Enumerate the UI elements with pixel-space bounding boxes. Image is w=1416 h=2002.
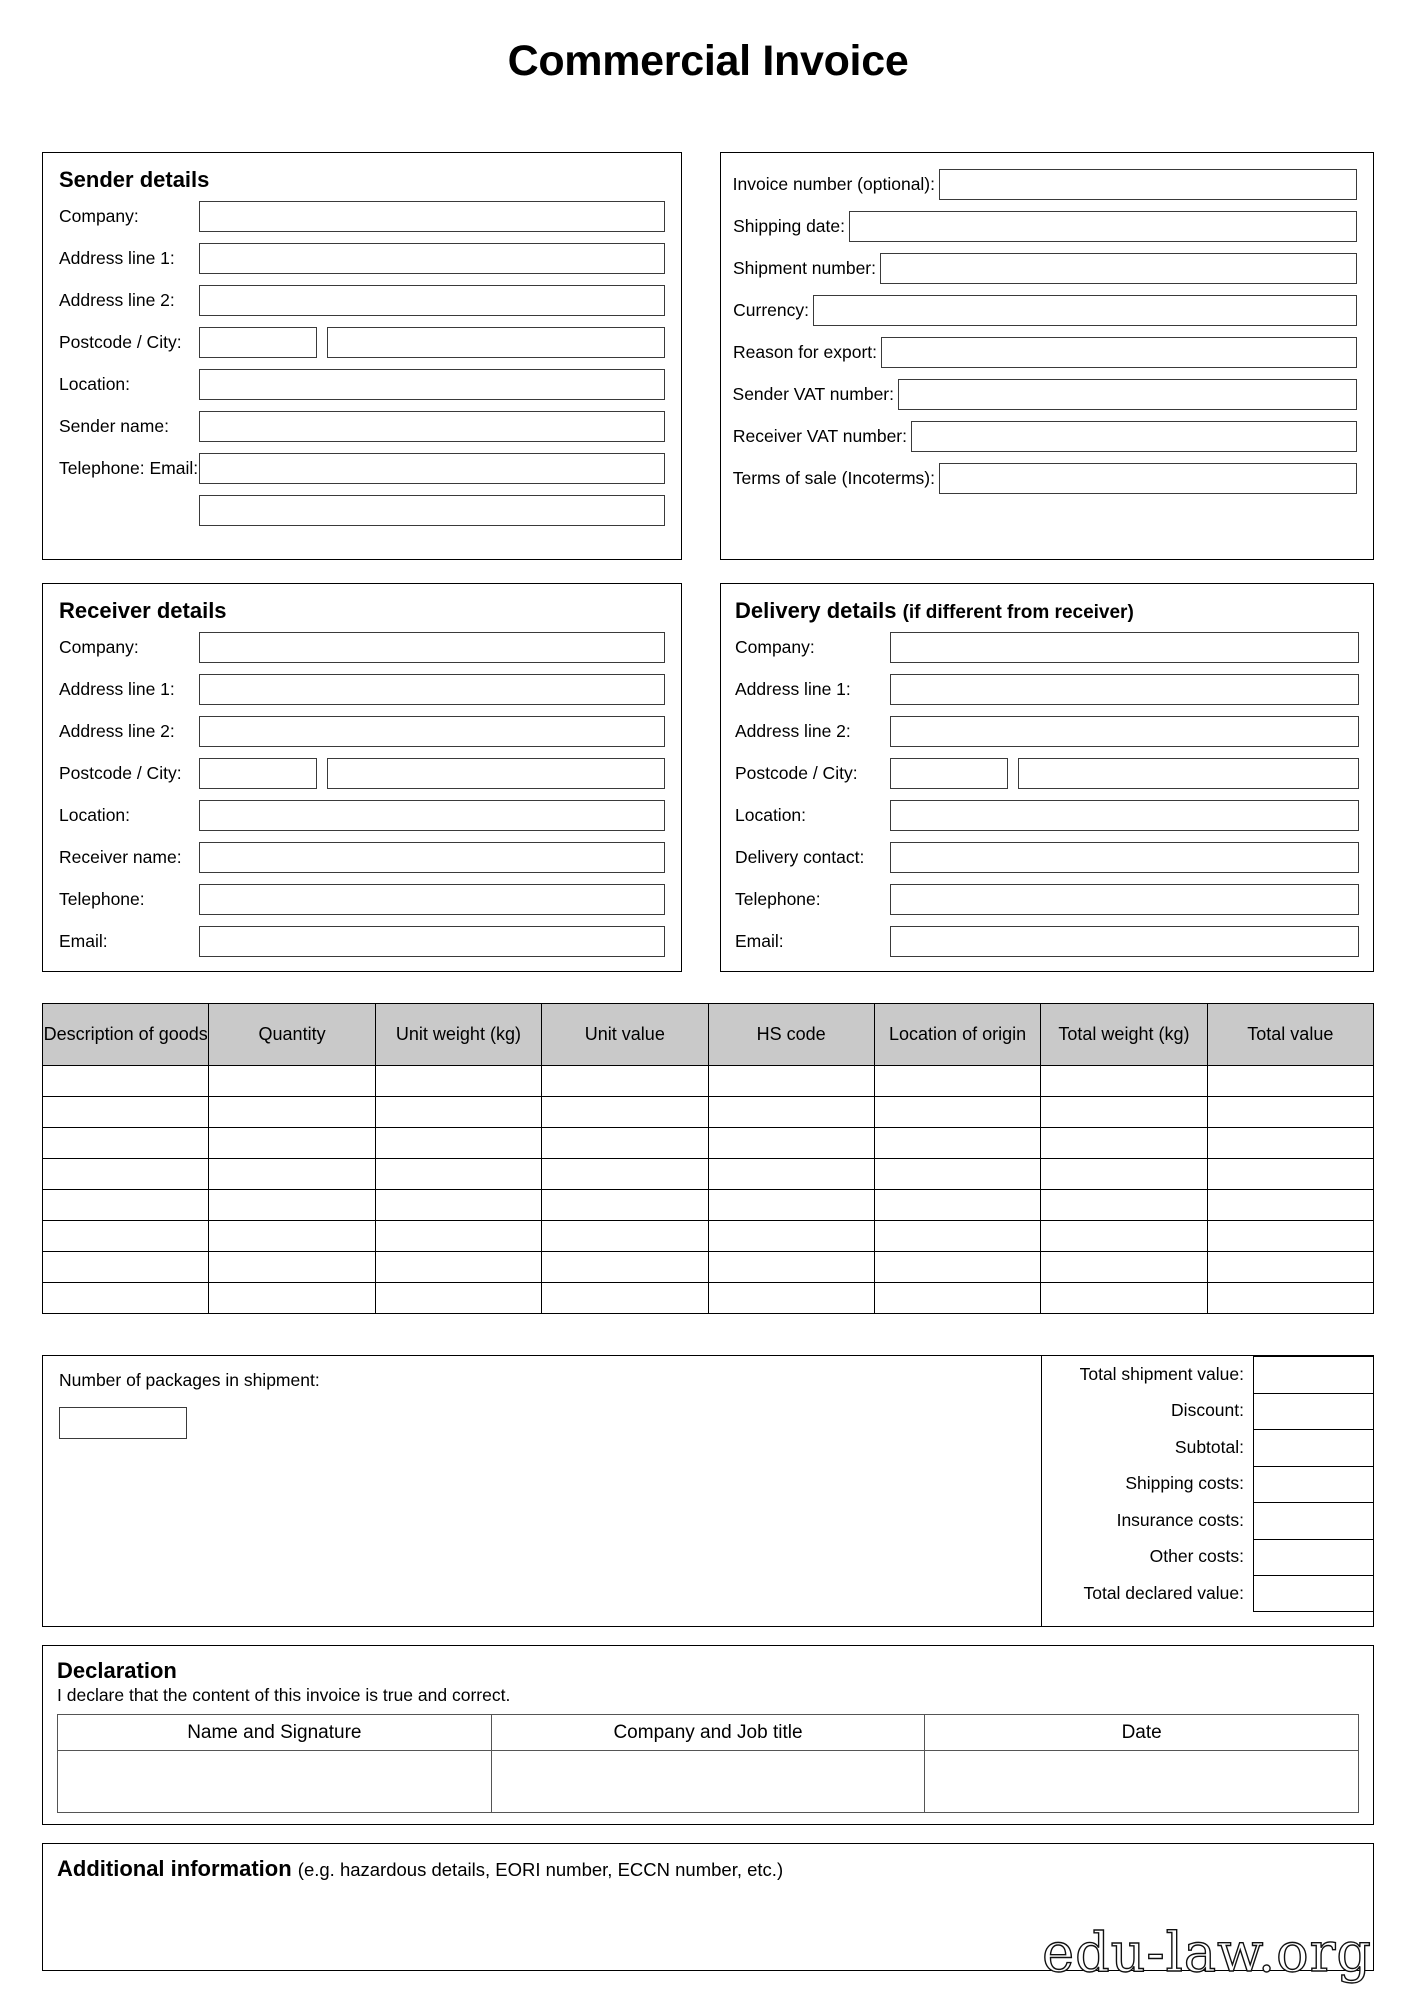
- totals-label: Discount:: [1171, 1400, 1244, 1421]
- delivery-field-input[interactable]: [890, 716, 1359, 747]
- signature-table-head: [58, 1715, 1359, 1751]
- delivery-field-input[interactable]: [890, 926, 1359, 957]
- goods-table-cell[interactable]: [1041, 1066, 1207, 1097]
- goods-table-cell[interactable]: [43, 1097, 209, 1128]
- sender-field-label: Postcode / City:: [59, 331, 182, 352]
- sender-field-input[interactable]: [199, 453, 665, 484]
- goods-table-cell[interactable]: [375, 1159, 541, 1190]
- totals-input[interactable]: [1253, 1539, 1373, 1576]
- goods-table-cell[interactable]: [874, 1221, 1040, 1252]
- sender-field-label: Address line 2:: [59, 289, 175, 310]
- sender-field-row: [59, 493, 665, 527]
- totals-label: Total shipment value:: [1079, 1363, 1244, 1384]
- goods-table-cell[interactable]: [209, 1221, 375, 1252]
- invoice-meta-row: [733, 209, 1357, 243]
- sender-field-label: Address line 1:: [59, 247, 175, 268]
- delivery-field-input[interactable]: [890, 842, 1359, 873]
- totals-row: [1042, 1466, 1373, 1503]
- goods-table-cell[interactable]: [1041, 1128, 1207, 1159]
- packages-input[interactable]: [59, 1407, 187, 1439]
- goods-column-header: Location of origin: [874, 1004, 1040, 1066]
- receiver-field-city-input[interactable]: [327, 758, 665, 789]
- goods-table-cell[interactable]: [542, 1128, 708, 1159]
- sender-field-input[interactable]: [199, 201, 665, 232]
- sender-details-heading: Sender details: [59, 167, 210, 192]
- goods-table-row: [43, 1221, 1374, 1252]
- signature-column-header: Name and Signature: [58, 1715, 492, 1751]
- goods-table-cell[interactable]: [375, 1097, 541, 1128]
- goods-table-cell[interactable]: [542, 1190, 708, 1221]
- totals-input[interactable]: [1253, 1466, 1373, 1503]
- goods-table-cell[interactable]: [209, 1128, 375, 1159]
- goods-table-cell[interactable]: [375, 1190, 541, 1221]
- signature-cell[interactable]: [925, 1751, 1359, 1813]
- receiver-field-row: [59, 798, 665, 832]
- receiver-field-input[interactable]: [199, 674, 665, 705]
- totals-input[interactable]: [1253, 1356, 1373, 1393]
- totals-row: [1042, 1575, 1373, 1612]
- receiver-details-heading: Receiver details: [59, 598, 227, 623]
- signature-table-body: [58, 1751, 1359, 1813]
- goods-table-cell[interactable]: [708, 1159, 874, 1190]
- goods-table-cell[interactable]: [1207, 1066, 1373, 1097]
- totals-label: Subtotal:: [1174, 1436, 1244, 1457]
- invoice-meta-row: [733, 461, 1357, 495]
- receiver-field-label: Address line 2:: [59, 720, 175, 741]
- invoice-meta-row: [733, 251, 1357, 285]
- invoice-meta-input[interactable]: [880, 253, 1357, 284]
- goods-table-cell[interactable]: [874, 1283, 1040, 1314]
- totals-label: Total declared value:: [1083, 1582, 1244, 1603]
- top-section: [42, 152, 1374, 572]
- receiver-field-label: Company:: [59, 636, 139, 657]
- goods-table-cell[interactable]: [874, 1159, 1040, 1190]
- signature-header-row: [58, 1715, 1359, 1751]
- declaration-heading: Declaration: [57, 1658, 177, 1683]
- sender-field-row: [59, 241, 665, 275]
- goods-table-cell[interactable]: [1041, 1190, 1207, 1221]
- goods-table-cell[interactable]: [209, 1066, 375, 1097]
- goods-column-header: Total value: [1207, 1004, 1373, 1066]
- goods-table-cell[interactable]: [209, 1097, 375, 1128]
- site-watermark: edu-law.org: [1042, 1921, 1372, 1984]
- goods-column-header: Unit weight (kg): [375, 1004, 541, 1066]
- additional-information-heading: [57, 1856, 1359, 1882]
- delivery-field-label: Address line 2:: [735, 721, 851, 742]
- invoice-meta-input[interactable]: [898, 379, 1357, 410]
- receiver-field-row: [59, 840, 665, 874]
- goods-table-row: [43, 1128, 1374, 1159]
- goods-table-cell[interactable]: [43, 1190, 209, 1221]
- goods-table-cell[interactable]: [874, 1128, 1040, 1159]
- delivery-fields: [735, 631, 1359, 959]
- delivery-field-label: Delivery contact:: [735, 847, 865, 868]
- sender-field-input[interactable]: [199, 411, 665, 442]
- signature-cell[interactable]: [58, 1751, 492, 1813]
- goods-table-row: [43, 1066, 1374, 1097]
- receiver-field-row: [59, 672, 665, 706]
- goods-table-cell[interactable]: [209, 1252, 375, 1283]
- goods-column-header: Quantity: [209, 1004, 375, 1066]
- sender-field-row: [59, 199, 665, 233]
- invoice-meta-panel: [720, 152, 1374, 560]
- receiver-details-panel: [42, 583, 682, 972]
- sender-field-label: Sender name:: [59, 415, 169, 436]
- invoice-meta-input[interactable]: [939, 463, 1357, 494]
- goods-table-cell[interactable]: [375, 1066, 541, 1097]
- delivery-field-city-input[interactable]: [1018, 758, 1359, 789]
- summary-section: [42, 1355, 1374, 1633]
- receiver-field-label: Location:: [59, 804, 131, 825]
- goods-table-cell[interactable]: [43, 1128, 209, 1159]
- invoice-meta-input[interactable]: [911, 421, 1357, 452]
- declaration-statement: I declare that the content of this invoice is true and correct.: [57, 1685, 511, 1706]
- sender-field-city-input[interactable]: [327, 327, 665, 358]
- totals-row: [1042, 1393, 1373, 1430]
- delivery-heading-main: Delivery details: [735, 598, 897, 623]
- delivery-field-row: [735, 799, 1359, 833]
- goods-table-cell[interactable]: [708, 1221, 874, 1252]
- goods-column-header: Unit value: [542, 1004, 708, 1066]
- additional-information-title: Additional information: [57, 1856, 292, 1881]
- delivery-field-postcode-input[interactable]: [890, 758, 1008, 789]
- totals-input[interactable]: [1253, 1502, 1373, 1539]
- signature-column-header: Date: [925, 1715, 1359, 1751]
- invoice-meta-input[interactable]: [849, 211, 1357, 242]
- additional-information-note: (e.g. hazardous details, EORI number, ECCN number, etc.): [297, 1859, 784, 1880]
- goods-header-row: [43, 1004, 1374, 1066]
- delivery-field-label: Postcode / City:: [735, 763, 858, 784]
- receiver-field-row: [59, 630, 665, 664]
- goods-table-cell[interactable]: [874, 1066, 1040, 1097]
- signature-column-header: Company and Job title: [491, 1715, 925, 1751]
- receiver-field-input[interactable]: [199, 800, 665, 831]
- totals-row: [1042, 1356, 1373, 1393]
- totals-row: [1042, 1429, 1373, 1466]
- sender-field-input[interactable]: [199, 369, 665, 400]
- delivery-field-label: Address line 1:: [735, 679, 851, 700]
- receiver-field-label: Address line 1:: [59, 678, 175, 699]
- receiver-field-row: [59, 756, 665, 790]
- receiver-field-row: [59, 714, 665, 748]
- delivery-field-label: Company:: [735, 637, 815, 658]
- goods-table-cell[interactable]: [43, 1066, 209, 1097]
- goods-table-cell[interactable]: [874, 1190, 1040, 1221]
- sender-field-input[interactable]: [199, 285, 665, 316]
- delivery-field-row: [735, 925, 1359, 959]
- goods-table-cell[interactable]: [375, 1283, 541, 1314]
- totals-label: Shipping costs:: [1125, 1473, 1244, 1494]
- goods-table-cell[interactable]: [1041, 1283, 1207, 1314]
- goods-table-cell[interactable]: [542, 1159, 708, 1190]
- invoice-meta-label: Shipping date:: [733, 215, 845, 236]
- receiver-field-input[interactable]: [199, 842, 665, 873]
- invoice-meta-label: Terms of sale (Incoterms):: [732, 467, 935, 488]
- goods-table-cell[interactable]: [1207, 1159, 1373, 1190]
- invoice-meta-label: Sender VAT number:: [732, 383, 894, 404]
- goods-table-cell[interactable]: [542, 1252, 708, 1283]
- delivery-field-label: Email:: [735, 931, 784, 952]
- goods-table-row: [43, 1190, 1374, 1221]
- delivery-field-row: [735, 673, 1359, 707]
- totals-input[interactable]: [1253, 1393, 1373, 1430]
- goods-table-cell[interactable]: [708, 1128, 874, 1159]
- sender-field-postcode-input[interactable]: [199, 327, 317, 358]
- totals-panel: [1042, 1355, 1374, 1627]
- goods-table-cell[interactable]: [708, 1283, 874, 1314]
- goods-table-cell[interactable]: [209, 1159, 375, 1190]
- invoice-meta-label: Currency:: [733, 299, 809, 320]
- receiver-field-label: Postcode / City:: [59, 762, 182, 783]
- delivery-field-row: [735, 757, 1359, 791]
- totals-label: Insurance costs:: [1116, 1509, 1244, 1530]
- packages-panel: [42, 1355, 1042, 1627]
- delivery-field-row: [735, 631, 1359, 665]
- signature-table: [57, 1714, 1359, 1813]
- invoice-meta-input[interactable]: [881, 337, 1357, 368]
- delivery-field-row: [735, 715, 1359, 749]
- goods-table-cell[interactable]: [1207, 1221, 1373, 1252]
- goods-table-cell[interactable]: [708, 1190, 874, 1221]
- receiver-field-label: Email:: [59, 930, 108, 951]
- goods-table-cell[interactable]: [43, 1159, 209, 1190]
- sender-field-row: [59, 367, 665, 401]
- goods-table-cell[interactable]: [708, 1252, 874, 1283]
- sender-field-input[interactable]: [199, 243, 665, 274]
- goods-table-cell[interactable]: [375, 1221, 541, 1252]
- goods-table-cell[interactable]: [874, 1252, 1040, 1283]
- goods-table-cell[interactable]: [708, 1066, 874, 1097]
- receiver-field-label: Receiver name:: [59, 846, 182, 867]
- delivery-field-label: Telephone:: [735, 889, 821, 910]
- goods-table-cell[interactable]: [1207, 1252, 1373, 1283]
- delivery-field-input[interactable]: [890, 632, 1359, 663]
- delivery-field-input[interactable]: [890, 674, 1359, 705]
- goods-table-cell[interactable]: [542, 1221, 708, 1252]
- delivery-field-input[interactable]: [890, 800, 1359, 831]
- goods-table-cell[interactable]: [874, 1097, 1040, 1128]
- sender-field-label: Location:: [59, 373, 131, 394]
- goods-table-cell[interactable]: [1207, 1190, 1373, 1221]
- invoice-meta-label: Receiver VAT number:: [732, 425, 907, 446]
- packages-label: Number of packages in shipment:: [59, 1370, 320, 1390]
- invoice-meta-row: [733, 377, 1357, 411]
- receiver-field-input[interactable]: [199, 632, 665, 663]
- invoice-meta-fields: [733, 167, 1357, 495]
- delivery-details-panel: [720, 583, 1374, 972]
- goods-table-row: [43, 1159, 1374, 1190]
- goods-table-cell[interactable]: [542, 1066, 708, 1097]
- goods-table-cell[interactable]: [43, 1252, 209, 1283]
- goods-table-head: [43, 1004, 1374, 1066]
- goods-table-row: [43, 1097, 1374, 1128]
- goods-table-cell[interactable]: [708, 1097, 874, 1128]
- sender-field-input[interactable]: [199, 495, 665, 526]
- invoice-meta-row: [733, 419, 1357, 453]
- delivery-field-row: [735, 883, 1359, 917]
- sender-field-row: [59, 409, 665, 443]
- goods-column-header: Description of goods: [43, 1004, 209, 1066]
- delivery-field-row: [735, 841, 1359, 875]
- goods-table-cell[interactable]: [1207, 1097, 1373, 1128]
- delivery-details-heading: [735, 598, 1359, 625]
- goods-table-cell[interactable]: [43, 1283, 209, 1314]
- sender-field-label: Company:: [59, 205, 139, 226]
- goods-table-cell[interactable]: [1207, 1283, 1373, 1314]
- goods-table-row: [43, 1283, 1374, 1314]
- goods-table-cell[interactable]: [43, 1221, 209, 1252]
- goods-column-header: HS code: [708, 1004, 874, 1066]
- invoice-meta-row: [733, 335, 1357, 369]
- page-title: Commercial Invoice: [507, 37, 909, 85]
- invoice-meta-label: Invoice number (optional):: [732, 173, 935, 194]
- totals-input[interactable]: [1253, 1575, 1373, 1612]
- totals-label: Other costs:: [1149, 1546, 1244, 1567]
- delivery-field-label: Location:: [735, 805, 807, 826]
- receiver-field-input[interactable]: [199, 716, 665, 747]
- totals-row: [1042, 1539, 1373, 1576]
- invoice-meta-label: Reason for export:: [733, 341, 877, 362]
- receiver-field-label: Telephone:: [59, 888, 145, 909]
- additional-information-panel[interactable]: [42, 1843, 1374, 1971]
- goods-table-cell[interactable]: [542, 1097, 708, 1128]
- goods-table-row: [43, 1252, 1374, 1283]
- receiver-field-input[interactable]: [199, 884, 665, 915]
- totals-row: [1042, 1502, 1373, 1539]
- totals-rows: [1042, 1356, 1373, 1612]
- receiver-field-input[interactable]: [199, 926, 665, 957]
- signature-value-row: [58, 1751, 1359, 1813]
- invoice-meta-row: [733, 293, 1357, 327]
- goods-table-cell[interactable]: [375, 1252, 541, 1283]
- delivery-field-input[interactable]: [890, 884, 1359, 915]
- invoice-meta-row: [733, 167, 1357, 201]
- declaration-panel: [42, 1645, 1374, 1825]
- sender-field-row: [59, 283, 665, 317]
- signature-cell[interactable]: [491, 1751, 925, 1813]
- goods-table: [42, 1003, 1374, 1314]
- sender-fields: [59, 199, 665, 527]
- goods-table-cell[interactable]: [209, 1283, 375, 1314]
- parties-section: [42, 583, 1374, 978]
- receiver-field-postcode-input[interactable]: [199, 758, 317, 789]
- sender-field-row: [59, 451, 665, 485]
- sender-details-panel: [42, 152, 682, 560]
- goods-table-cell[interactable]: [375, 1128, 541, 1159]
- sender-field-label: Telephone: Email:: [59, 457, 199, 478]
- goods-table-body: [43, 1066, 1374, 1314]
- receiver-fields: [59, 630, 665, 958]
- delivery-heading-note: (if different from receiver): [902, 602, 1134, 623]
- goods-table-cell[interactable]: [1041, 1221, 1207, 1252]
- goods-table-cell[interactable]: [1207, 1128, 1373, 1159]
- goods-table-cell[interactable]: [209, 1190, 375, 1221]
- goods-table-cell[interactable]: [1041, 1159, 1207, 1190]
- goods-table-cell[interactable]: [1041, 1252, 1207, 1283]
- sender-field-row: [59, 325, 665, 359]
- invoice-meta-input[interactable]: [813, 295, 1357, 326]
- goods-table-cell[interactable]: [1041, 1097, 1207, 1128]
- receiver-field-row: [59, 882, 665, 916]
- goods-table-cell[interactable]: [542, 1283, 708, 1314]
- invoice-meta-label: Shipment number:: [733, 257, 876, 278]
- invoice-meta-input[interactable]: [939, 169, 1357, 200]
- goods-column-header: Total weight (kg): [1041, 1004, 1207, 1066]
- totals-input[interactable]: [1253, 1429, 1373, 1466]
- receiver-field-row: [59, 924, 665, 958]
